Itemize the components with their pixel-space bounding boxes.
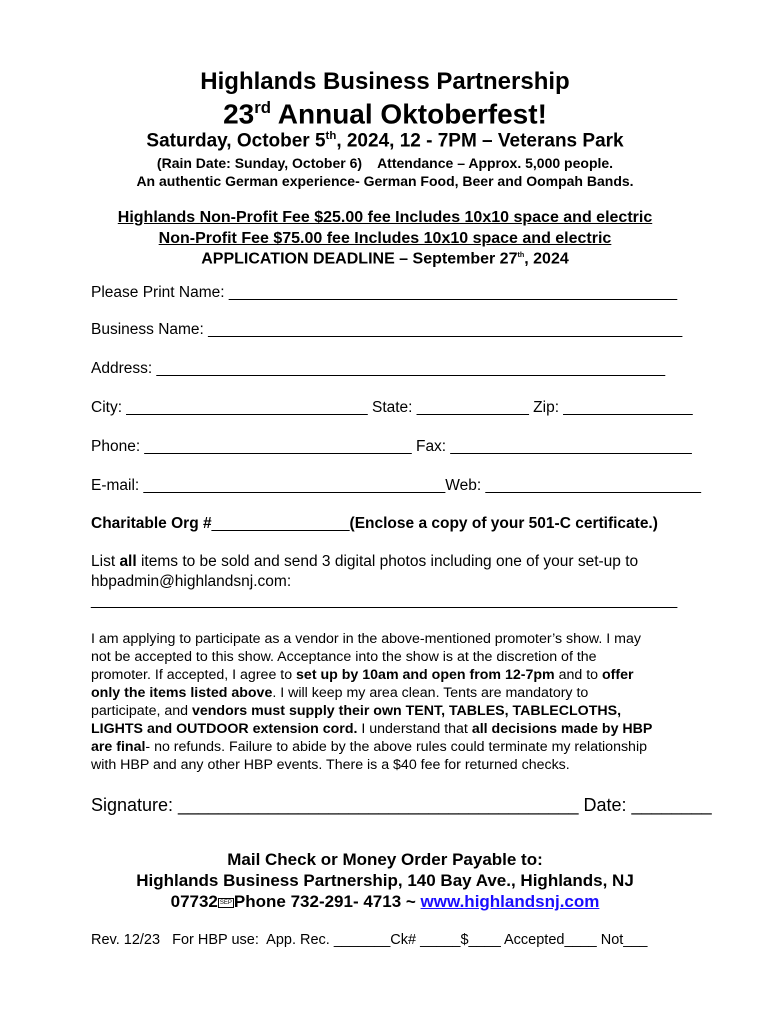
event-number-suffix: rd: [254, 98, 272, 117]
business-field[interactable]: Business Name: _______________________________________________________: [91, 321, 683, 338]
terms-text: participate, and: [91, 703, 192, 719]
terms-line: [91, 702, 691, 720]
terms-bold: LIGHTS and OUTDOOR extension cord.: [91, 721, 358, 737]
terms-line: [91, 666, 691, 684]
terms-line: [91, 738, 691, 756]
terms-paragraph: [91, 630, 691, 774]
terms-bold: set up by 10am and open from 12-7pm: [296, 667, 555, 683]
deadline-text: APPLICATION DEADLINE – September 27: [201, 250, 518, 268]
list-pre: List: [91, 553, 120, 570]
terms-bold: all decisions made by HBP: [471, 721, 653, 737]
city-state-zip-field[interactable]: City: ____________________________ State: _____________ Zip: _______________: [91, 399, 693, 416]
charitable-note: (Enclose a copy of your 501-C certificate.): [349, 515, 658, 532]
list-items-instructions: [91, 553, 770, 571]
fee-line-1: Highlands Non-Profit Fee $25.00 fee Includes 10x10 space and electric: [117, 209, 653, 226]
terms-line: not be accepted to this show. Acceptance into the show is at the discretion of the: [91, 649, 597, 665]
terms-line: [91, 720, 691, 738]
charitable-blank[interactable]: ________________: [211, 515, 350, 532]
terms-bold: are final: [91, 739, 146, 755]
deadline-suffix: th: [517, 250, 525, 259]
terms-text: - no refunds. Failure to abide by the above rules could terminate my relationship: [145, 739, 647, 755]
fee-line-2: Non-Profit Fee $75.00 fee Includes 10x10 space and electric: [158, 230, 612, 247]
event-title: [0, 98, 770, 130]
rain-date: (Rain Date: Sunday, October 6) Attendance – Approx. 5,000 people.: [156, 155, 614, 171]
terms-bold: only the items listed above: [91, 685, 273, 701]
event-date-text: Saturday, October 5: [146, 130, 326, 152]
mail-contact: [0, 892, 770, 912]
application-deadline: [0, 250, 770, 268]
terms-line: [91, 684, 691, 702]
mail-address: Highlands Business Partnership, 140 Bay Ave., Highlands, NJ: [136, 871, 634, 890]
tagline: An authentic German experience- German Food, Beer and Oompah Bands.: [136, 173, 634, 189]
list-blank-line[interactable]: ____________________________________________________________________: [91, 592, 678, 609]
separator-glyph-icon: SEP: [219, 899, 232, 906]
phone-fax-field[interactable]: Phone: _______________________________ Fax: ____________________________: [91, 438, 692, 455]
charitable-org-field[interactable]: [91, 515, 770, 533]
mail-title: Mail Check or Money Order Payable to:: [227, 850, 543, 869]
charitable-label: Charitable Org #: [91, 515, 212, 532]
event-date-suffix: th: [325, 130, 337, 142]
terms-bold: vendors must supply their own TENT, TABLES, TABLECLOTHS,: [191, 703, 622, 719]
terms-line: with HBP and any other HBP events. There is a $40 fee for returned checks.: [91, 757, 570, 773]
event-date-rest: , 2024, 12 - 7PM – Veterans Park: [336, 130, 624, 152]
terms-text: . I will keep my area clean. Tents are mandatory to: [272, 685, 589, 701]
terms-text: I understand that: [357, 721, 472, 737]
org-title: Highlands Business Partnership: [200, 68, 570, 95]
name-field[interactable]: Please Print Name: ____________________________________________________: [91, 284, 678, 301]
mail-zip: 07732: [170, 892, 218, 911]
deadline-year: , 2024: [524, 250, 569, 268]
list-email: hbpadmin@highlandsnj.com:: [91, 573, 292, 590]
event-name: Annual Oktoberfest!: [277, 98, 547, 130]
terms-text: promoter. If accepted, I agree to: [91, 667, 297, 683]
event-number: 23: [223, 98, 255, 130]
list-all: all: [119, 553, 137, 570]
address-field[interactable]: Address: ___________________________________________________________: [91, 360, 666, 377]
terms-bold: offer: [601, 667, 634, 683]
footer-office-use: Rev. 12/23 For HBP use: App. Rec. _______Ck# _____$____ Accepted____ Not___: [91, 932, 648, 948]
terms-text: and to: [554, 667, 602, 683]
list-post: items to be sold and send 3 digital photos including one of your set-up to: [136, 553, 639, 570]
terms-line: I am applying to participate as a vendor in the above-mentioned promoter’s show. I may: [91, 631, 641, 647]
email-web-field[interactable]: E-mail: ___________________________________Web: _________________________: [91, 477, 701, 494]
website-link[interactable]: www.highlandsnj.com: [420, 892, 600, 911]
mail-phone: Phone 732-291- 4713 ~: [233, 892, 421, 911]
signature-date-field[interactable]: Signature: ________________________________________ Date: ________: [91, 795, 712, 815]
event-date: [0, 130, 770, 152]
